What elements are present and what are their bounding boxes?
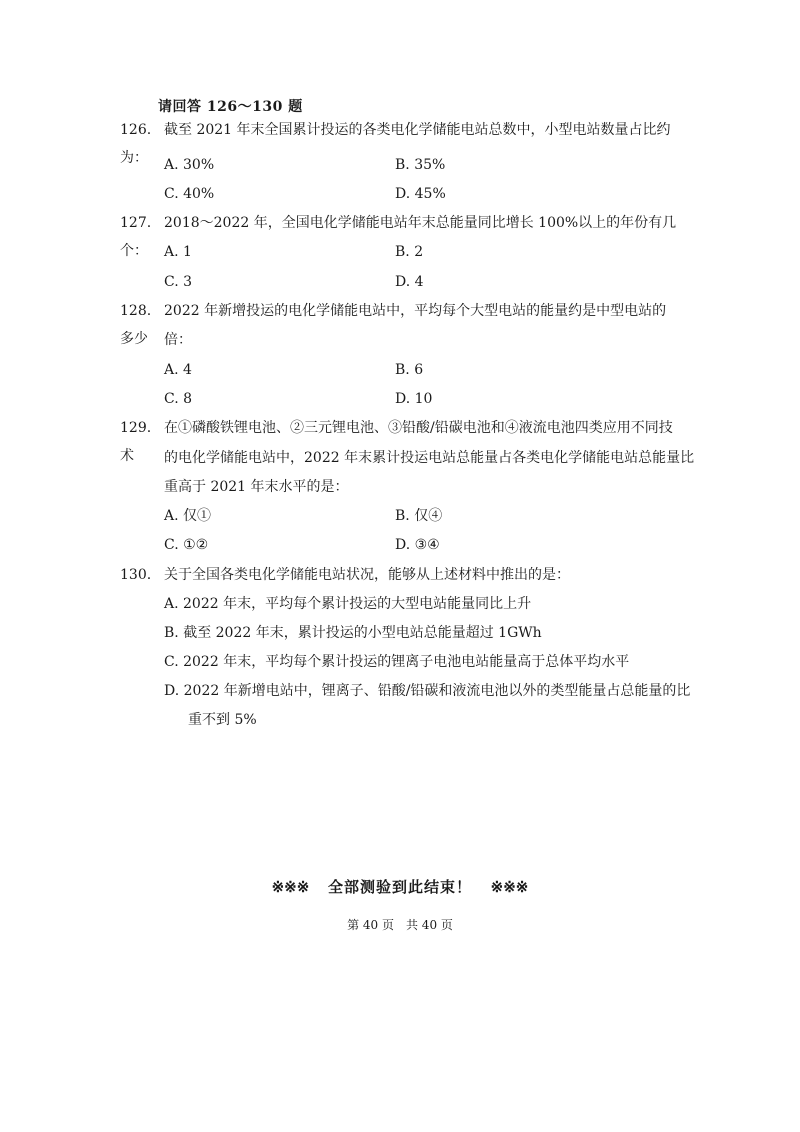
question-stem: 关于全国各类电化学储能电站状况，能够从上述材料中推出的是：	[164, 567, 570, 583]
option-a: A. 4	[164, 362, 192, 378]
end-of-test-banner	[0, 876, 800, 897]
option-d: D. 45%	[395, 186, 446, 202]
question-number: 127.	[120, 215, 152, 231]
option-c: C. 2022 年末，平均每个累计投运的锂离子电池电站能量高于总体平均水平	[164, 654, 630, 670]
option-d-continued: 重不到 5%	[188, 712, 257, 728]
option-a: A. 2022 年末，平均每个累计投运的大型电站能量同比上升	[164, 596, 532, 612]
question-stem-continued: 的电化学储能电站中，2022 年末累计投运电站总能量占各类电化学储能电站总能量比	[164, 450, 695, 466]
option-b: B. 2	[395, 244, 424, 260]
question-number: 130.	[120, 567, 152, 583]
option-c: C. ①②	[164, 537, 209, 553]
section-header: 请回答 126～130 题	[158, 99, 303, 115]
option-c: C. 40%	[164, 186, 215, 202]
option-c: C. 8	[164, 391, 193, 407]
question-stem-continued: 重高于 2021 年末水平的是：	[164, 479, 349, 495]
question-number: 128.	[120, 303, 152, 319]
question-stem: 截至 2021 年末全国累计投运的各类电化学储能电站总数中，小型电站数量占比约为：	[120, 122, 671, 166]
option-d: D. 4	[395, 274, 424, 290]
page-number: 第 40 页 共 40 页	[347, 918, 453, 932]
option-b: B. 截至 2022 年末，累计投运的小型电站总能量超过 1GWh	[164, 625, 542, 641]
option-a: A. 1	[164, 244, 192, 260]
option-d: D. 10	[395, 391, 433, 407]
question-number: 129.	[120, 420, 152, 436]
question-stem-continued: 倍：	[164, 332, 192, 348]
end-of-test-text: 全部测验到此结束！	[327, 878, 472, 896]
option-d: D. 2022 年新增电站中，锂离子、铅酸/铅碳和液流电池以外的类型能量占总能量的比	[164, 683, 691, 699]
option-b: B. 35%	[395, 157, 446, 173]
question-stem: 在①磷酸铁锂电池、②三元锂电池、③铅酸/铅碳电池和④液流电池四类应用不同技术	[120, 420, 673, 464]
decorative-marks-right: ※※※	[490, 878, 529, 896]
option-b: B. 6	[395, 362, 424, 378]
question-number: 126.	[120, 122, 152, 138]
option-a: A. 仅①	[164, 508, 212, 524]
question-stem: 2018～2022 年，全国电化学储能电站年末总能量同比增长 100%以上的年份有几个：	[120, 215, 677, 259]
question-128	[120, 297, 680, 353]
question-stem: 2022 年新增投运的电化学储能电站中，平均每个大型电站的能量约是中型电站的多少	[120, 303, 667, 347]
option-c: C. 3	[164, 274, 193, 290]
question-130	[120, 561, 680, 589]
decorative-marks-left: ※※※	[271, 878, 310, 896]
option-a: A. 30%	[164, 157, 215, 173]
option-b: B. 仅④	[395, 508, 443, 524]
option-d: D. ③④	[395, 537, 440, 553]
